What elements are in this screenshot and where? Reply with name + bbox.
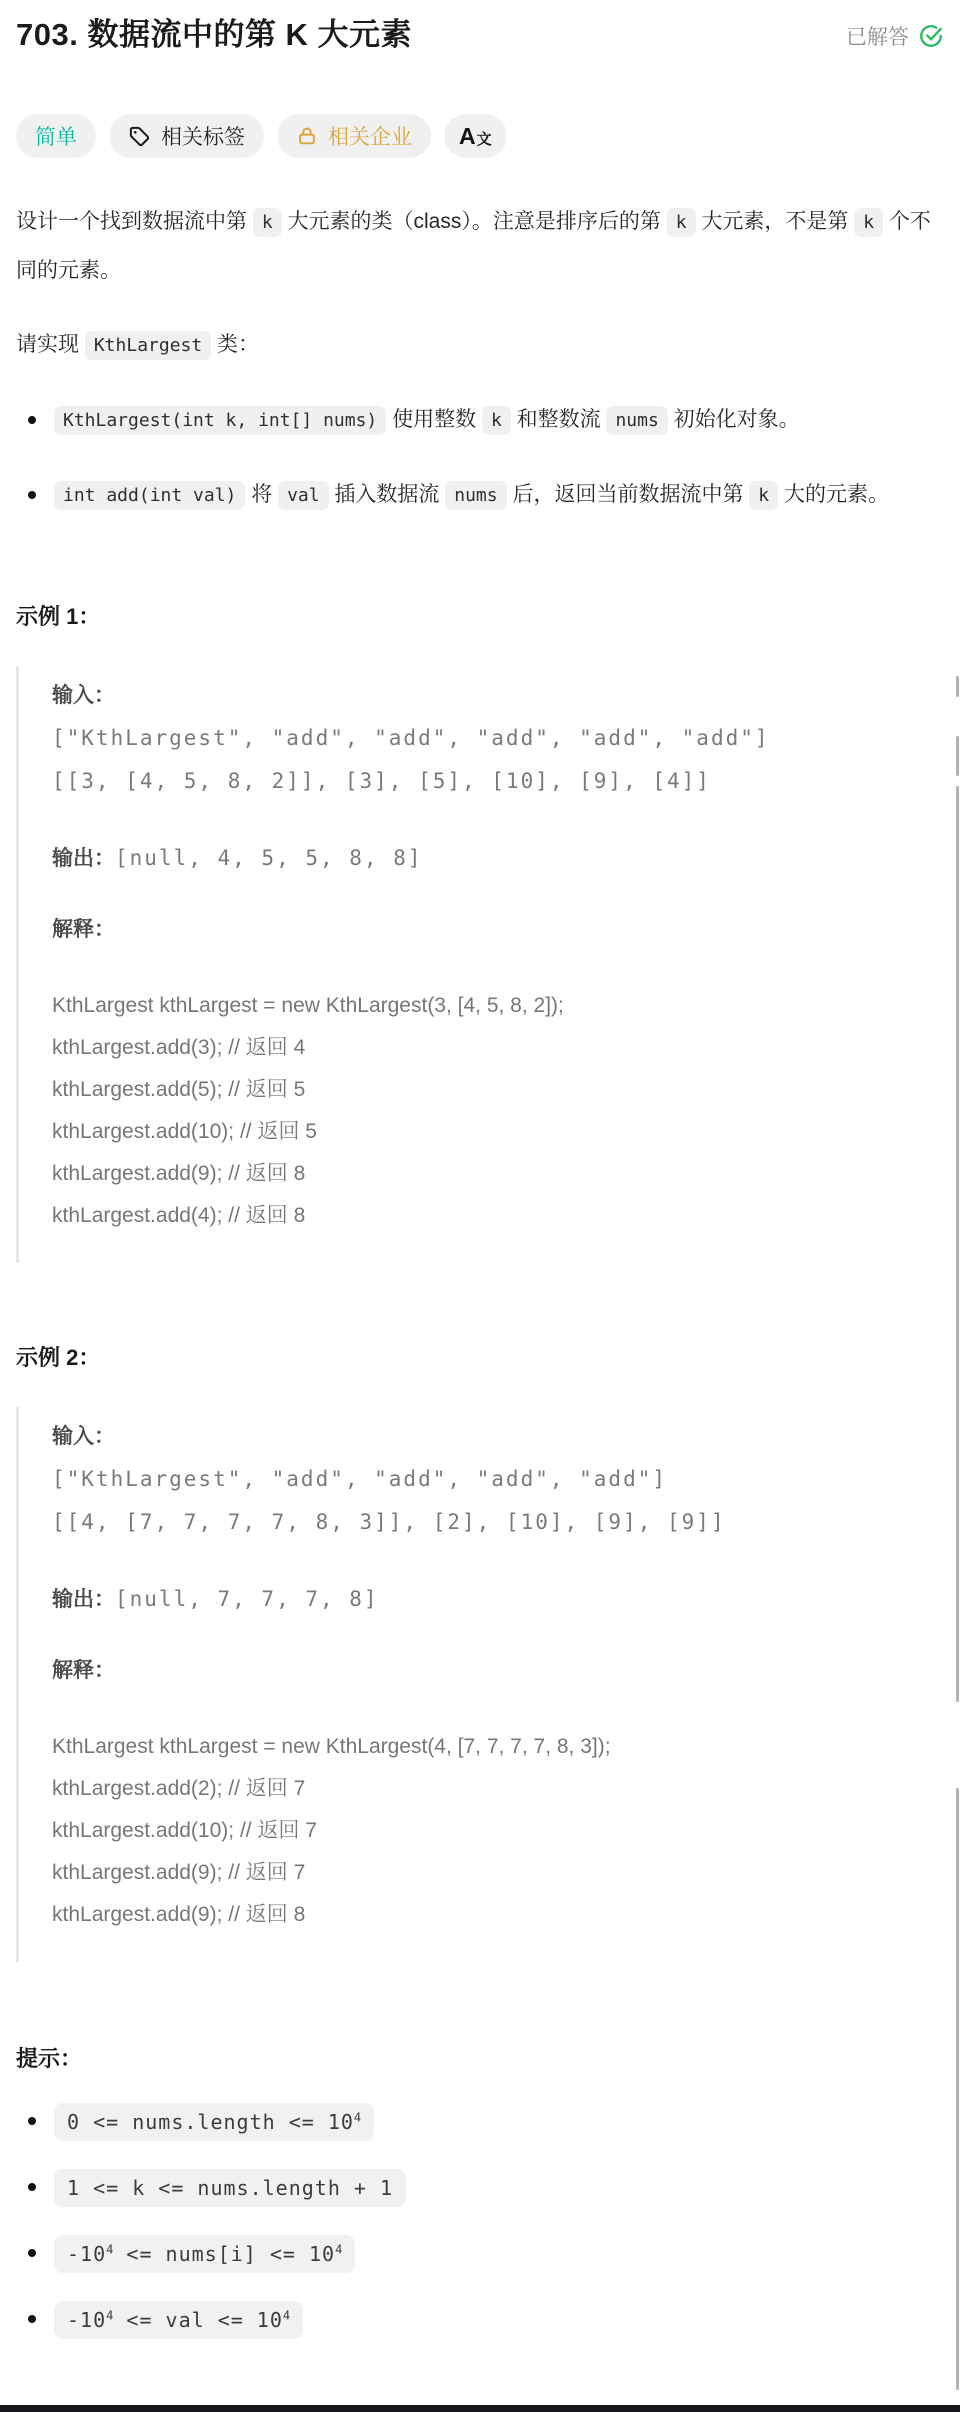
inline-code-chip: KthLargest xyxy=(85,331,211,360)
example-output-line xyxy=(52,1578,944,1621)
inline-code-chip: nums xyxy=(445,481,506,510)
inline-code-chip: k xyxy=(749,481,778,510)
related-tags-label: 相关标签 xyxy=(161,126,245,149)
example1-block xyxy=(16,666,944,1263)
example-output-value: [null, 4, 5, 5, 8, 8] xyxy=(115,846,423,870)
example-input-lines: ["KthLargest", "add", "add", "add", "add"] [[4, [7, 7, 7, 7, 8, 3]], [2], [10], [9], [9]] xyxy=(52,1467,726,1534)
hints-heading: 提示： xyxy=(16,2046,83,2071)
example2-heading: 示例 2： xyxy=(16,1345,101,1370)
translate-toggle-button[interactable] xyxy=(444,114,507,158)
example-input-label: 输入： xyxy=(52,1425,115,1448)
scrollbar-thumb[interactable] xyxy=(956,736,959,776)
bottom-panel-divider xyxy=(0,2405,960,2412)
scrollbar-thumb[interactable] xyxy=(956,786,959,1702)
scrollbar-thumb[interactable] xyxy=(956,676,959,697)
example-output-line xyxy=(52,837,944,880)
related-tags-button[interactable] xyxy=(109,114,264,158)
inline-code-chip: int add(int val) xyxy=(54,481,245,510)
problem-header xyxy=(16,0,944,58)
problem-title: 703. 数据流中的第 K 大元素 xyxy=(16,17,413,52)
lock-icon xyxy=(296,125,318,147)
example1-heading: 示例 1： xyxy=(16,604,101,629)
list-item: KthLargest(int k, int[] nums) 使用整数 k 和整数流 nums 初始化对象。 xyxy=(54,396,944,445)
list-item xyxy=(54,2298,944,2341)
translate-icon: A文 xyxy=(459,122,492,149)
list-item: int add(int val) 将 val 插入数据流 nums 后，返回当前数据流中第 k 大的元素。 xyxy=(54,471,944,520)
description-paragraph-1: 设计一个找到数据流中第 k 大元素的类（class）。注意是排序后的第 k 大元素，不是第 k 个不同的元素。 xyxy=(16,210,931,282)
inline-code-chip: k xyxy=(667,208,696,237)
constraint-code: $-10^4$ <= val <= $10^4$ xyxy=(54,2301,303,2339)
inline-code-chip: k xyxy=(854,208,883,237)
constraint-code: $-10^4$ <= nums[i] <= $10^4$ xyxy=(54,2235,355,2273)
example-input-lines: ["KthLargest", "add", "add", "add", "add", "add"] [[3, [4, 5, 8, 2]], [3], [5], [10], [9], [4]] xyxy=(52,726,770,793)
inline-code-chip: val xyxy=(278,481,329,510)
description-bullet-list xyxy=(16,396,944,520)
inline-code-chip: k xyxy=(253,208,282,237)
example-output-label: 输出： xyxy=(52,847,115,870)
constraint-code: 1 <= k <= nums.length + 1 xyxy=(54,2169,406,2207)
solved-label: 已解答 xyxy=(846,26,909,49)
example-input-label: 输入： xyxy=(52,684,115,707)
list-item xyxy=(54,2100,944,2143)
list-item xyxy=(54,2232,944,2275)
inline-code-chip: k xyxy=(482,406,511,435)
description-paragraph-2: 请实现 KthLargest 类： xyxy=(16,321,944,370)
example-explain-lines: KthLargest kthLargest = new KthLargest(3, [4, 5, 8, 2]); kthLargest.add(3); // 返回 4 kthLargest.add(5); // 返回 5 kthLargest.add(10); // 返回 5 kthLargest.add(9); // 返回 8 kthLargest.add(4); // 返回 8 xyxy=(52,994,564,1227)
check-circle-icon xyxy=(918,23,944,49)
example2-block xyxy=(16,1407,944,1962)
hints-list xyxy=(16,2100,944,2341)
example-explain-label: 解释： xyxy=(52,918,115,941)
inline-code-chip: nums xyxy=(606,406,667,435)
example-explain-lines: KthLargest kthLargest = new KthLargest(4, [7, 7, 7, 7, 8, 3]); kthLargest.add(2); // 返回 7 kthLargest.add(10); // 返回 7 kthLargest.add(9); // 返回 7 kthLargest.add(9); // 返回 8 xyxy=(52,1735,611,1926)
related-companies-label: 相关企业 xyxy=(328,126,412,149)
example-explain-label: 解释： xyxy=(52,1659,115,1682)
scrollbar-thumb[interactable] xyxy=(956,1788,959,2390)
related-companies-button[interactable] xyxy=(277,114,431,158)
solved-status-badge[interactable] xyxy=(846,21,944,51)
example-output-label: 输出： xyxy=(52,1588,115,1611)
list-item xyxy=(54,2166,944,2209)
tag-icon xyxy=(128,125,151,148)
difficulty-badge[interactable]: 简单 xyxy=(16,114,96,158)
constraint-code: 0 <= nums.length <= $10^4$ xyxy=(54,2103,374,2141)
tags-row xyxy=(16,114,944,158)
inline-code-chip: KthLargest(int k, int[] nums) xyxy=(54,406,386,435)
example-output-value: [null, 7, 7, 7, 8] xyxy=(115,1587,379,1611)
